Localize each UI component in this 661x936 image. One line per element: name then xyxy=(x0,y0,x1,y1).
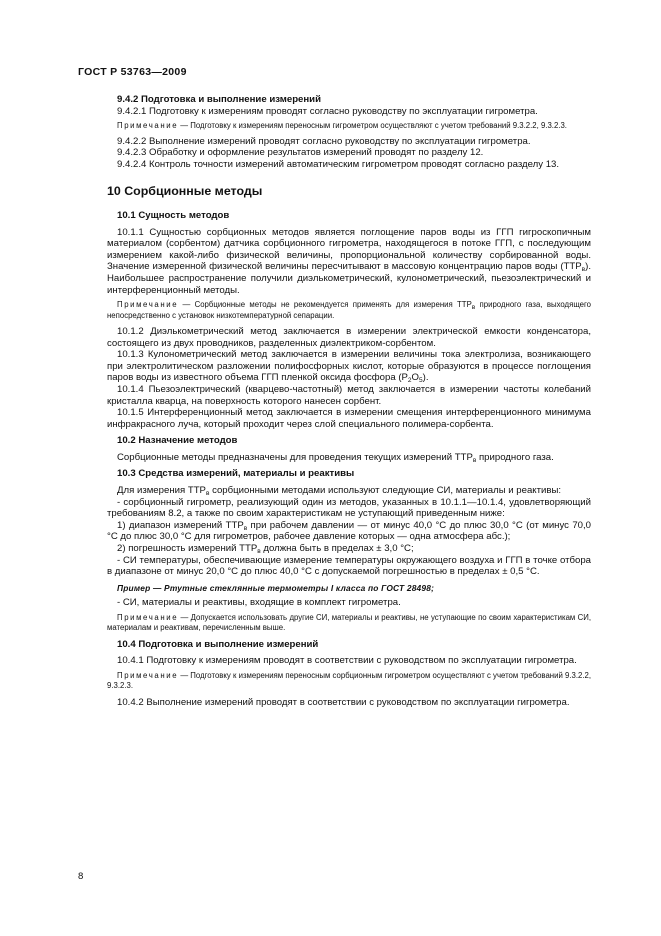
paragraph-9-4-2-1: 9.4.2.1 Подготовку к измерениям проводят согласно руководству по эксплуатации гигрометра. xyxy=(117,105,538,117)
paragraph-10-2: Сорбционные методы предназначены для проведения текущих измерений $ТТР_в$ природного газа. xyxy=(117,451,554,464)
note-3: Примечание — Допускается использовать другие СИ, материалы и реактивы, не уступающие по своим характеристикам СИ, материалам и реактивам, перечисленным выше. xyxy=(107,613,591,633)
list-item-error: 2) погрешность измерений $ТТР_в$ должна быть в пределах ± 3,0 °С; xyxy=(117,543,414,556)
paragraph-10-4-1: 10.4.1 Подготовку к измерениям проводят в соответствии с руководством по эксплуатации гигрометра. xyxy=(117,655,577,667)
section-10-1-title: 10.1 Сущность методов xyxy=(117,209,230,221)
paragraph-9-4-2-2: 9.4.2.2 Выполнение измерений проводят согласно руководству по эксплуатации гигрометра. xyxy=(117,135,531,147)
list-item-temperature: - СИ температуры, обеспечивающие измерение температуры окружающего воздуха и ГГП в точке отбора в диапазоне от минус 20,0 °С до плюс 40,0 °С с допускаемой погрешностью в пределах ± 0,5 °С. xyxy=(107,554,591,578)
paragraph-10-1-3: 10.1.3 Кулонометрический метод заключается в измерении величины тока электролиза, возникающего при электролитическом разложении полифосфорных кислот, которые образуются в процессе поглощения паров воды из известного объема ГГП пленкой оксида фосфора $(Р_2O_5)$. xyxy=(107,349,591,385)
page-number: 8 xyxy=(78,871,84,882)
list-item-range: 1) диапазон измерений $ТТР_в$ при рабочем давлении — от минус 40,0 °С до плюс 30,0 °С (от минус 70,0 °С до плюс 30,0 °С для гигрометров, рабочее давление которых — одна атмосфера абс.); xyxy=(107,519,592,543)
section-10-4-title: 10.4 Подготовка и выполнение измерений xyxy=(117,638,319,650)
section-10-title: 10 Сорбционные методы xyxy=(107,184,263,199)
section-10-2-title: 10.2 Назначение методов xyxy=(117,435,238,447)
document-body xyxy=(107,92,591,708)
paragraph-10-1-2: 10.1.2 Диэлькометрический метод заключается в измерении электрической емкости конденсатора, состоящего из двух проводников, разделенных диэлектриком-сорбентом. xyxy=(107,325,591,349)
list-item-kit: - СИ, материалы и реактивы, входящие в комплект гигрометра. xyxy=(117,597,401,609)
paragraph-10-3-intro: Для измерения $ТТР_в$ сорбционными методами используют следующие СИ, материалы и реактивы: xyxy=(117,485,562,498)
paragraph-10-1-4: 10.1.4 Пьезоэлектрический (кварцево-частотный) метод заключается в измерении частоты колебаний кристалла кварца, на поверхность которого нанесен сорбент. xyxy=(107,383,591,407)
paragraph-10-4-2: 10.4.2 Выполнение измерений проводят в соответствии с руководством по эксплуатации гигрометра. xyxy=(117,696,570,708)
note-1-text: — Подготовку к измерениям переносным гигрометром осуществляют с учетом требований 9.3.2.2, 9.3.2.3. xyxy=(178,121,567,131)
paragraph-9-4-2-3: 9.4.2.3 Обработку и оформление результатов измерений проводят по разделу 12. xyxy=(117,147,484,159)
paragraph-9-4-2-4: 9.4.2.4 Контроль точности измерений автоматическим гигрометром проводят согласно разделу 13. xyxy=(117,158,560,170)
list-item-hygrometer: - сорбционный гигрометр, реализующий один из методов, указанных в 10.1.1—10.1.4, удовлетворяющий требованиям 8.2, а также по своим характеристикам не уступающий приведенным ниже: xyxy=(107,496,591,520)
example-line: Пример — Ртутные стеклянные термометры I класса по ГОСТ 28498; xyxy=(117,582,435,593)
note-2: Примечание — Сорбционные методы не рекомендуется применять для измерения $ТТР_в$ природного газа, выходящего непосредственно с установок низкотемпературной сепарации. xyxy=(107,300,591,320)
paragraph-10-1-1: 10.1.1 Сущностью сорбционных методов является поглощение паров воды из ГГП гигроскопичным материалом (сорбентом) датчика сорбционного гигрометра, находящегося в потоке ГГП, с последующим измерением какой-либо физической величины, пропорциональной количеству сорбированной воды. Значение измеренной физической величины пересчитывают в массовую концентрацию паров воды $(ТТР_в)$. Наибольшее распространение получили диэлькометрический, кулонометрический, пьезоэлектрический и интерференционный методы. xyxy=(107,226,591,296)
note-label: Примечание xyxy=(117,121,179,131)
document-header: ГОСТ Р 53763—2009 xyxy=(78,66,187,78)
paragraph-10-1-5: 10.1.5 Интерференционный метод заключается в измерении смещения интерференционного минимума инфракрасного луча, который проходит через слой специального полимера-сорбента. xyxy=(107,407,591,430)
section-9-4-2-title: 9.4.2 Подготовка и выполнение измерений xyxy=(117,94,321,105)
note-4: Примечание — Подготовку к измерениям переносным сорбционным гигрометром осуществляют с учетом требований 9.3.2.2, 9.3.2.3. xyxy=(107,671,591,691)
note-1 xyxy=(107,121,591,131)
section-10-3-title: 10.3 Средства измерений, материалы и реактивы xyxy=(117,468,355,480)
